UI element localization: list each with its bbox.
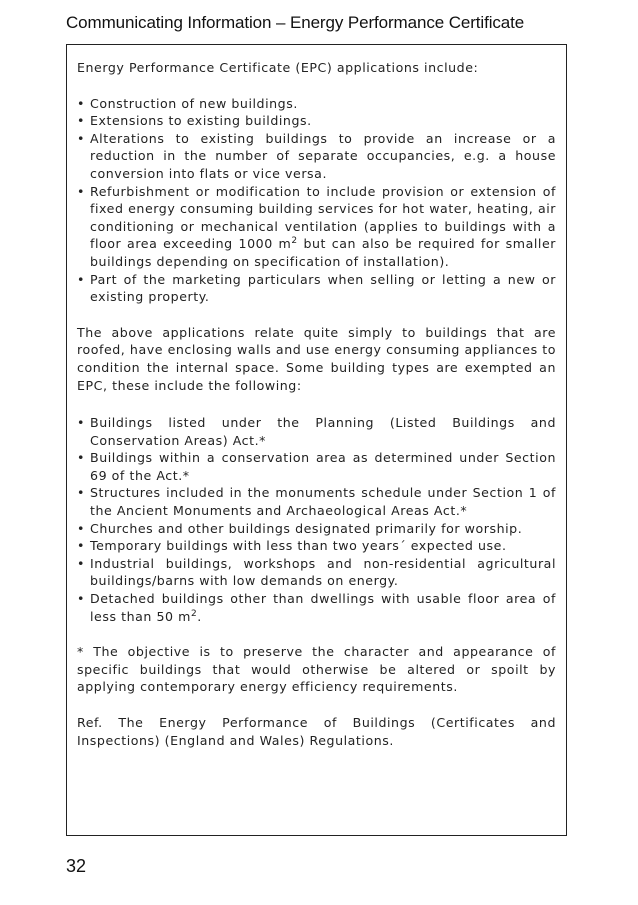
list-item: • Extensions to existing buildings. xyxy=(77,113,312,129)
page-number: 32 xyxy=(66,856,87,876)
intro-text: Energy Performance Certificate (EPC) applications include: xyxy=(77,60,479,75)
applications-list xyxy=(77,95,556,306)
list-item: • Detached buildings other than dwellings with usable floor area of less than 50 $m^2$. xyxy=(77,591,556,624)
bullet-icon: • xyxy=(77,555,85,571)
bullet-icon: • xyxy=(77,113,85,129)
list-item: • Buildings listed under the Planning (Listed Buildings and Conservation Areas) Act.* xyxy=(77,415,556,448)
bullet-icon: • xyxy=(77,538,85,554)
exemptions-list xyxy=(77,414,556,625)
list-item: • Industrial buildings, workshops and non-residential agricultural buildings/barns with low demands on energy. xyxy=(77,555,556,589)
list-item: • Churches and other buildings designated primarily for worship. xyxy=(77,520,523,536)
list-item: • Refurbishment or modification to include provision or extension of fixed energy consuming building services for hot water, heating, air conditioning or mechanical ventilation (applies to buildings with a floor area exceeding 1000 $m^2$ but can also be required for smaller buildings depending on specification of installation). xyxy=(77,183,556,269)
exemption-intro-paragraph: The above applications relate quite simply to buildings that are roofed, have enclosing walls and use energy consuming appliances to condition the internal space. Some building types are exempted an EPC, these include the following: xyxy=(77,324,556,393)
content-body xyxy=(77,59,556,749)
bullet-icon: • xyxy=(77,95,85,111)
bullet-icon: • xyxy=(77,520,85,536)
list-item: • Alterations to existing buildings to provide an increase or a reduction in the number of separate occupancies, e.g. a house conversion into flats or vice versa. xyxy=(77,130,556,181)
list-item: • Part of the marketing particulars when selling or letting a new or existing property. xyxy=(77,271,556,305)
bullet-icon: • xyxy=(77,415,85,431)
list-item: • Structures included in the monuments schedule under Section 1 of the Ancient Monuments and Archaeological Areas Act.* xyxy=(77,485,556,519)
bullet-icon: • xyxy=(77,271,85,287)
bullet-icon: • xyxy=(77,591,85,607)
bullet-icon: • xyxy=(77,130,85,146)
reference-text: Ref. The Energy Performance of Buildings (Certificates and Inspections) (England and Wales) Regulations. xyxy=(77,715,556,748)
list-item: • Buildings within a conservation area as determined under Section 69 of the Act.* xyxy=(77,450,556,483)
list-item: • Temporary buildings with less than two years´ expected use. xyxy=(77,538,507,554)
list-item: • Construction of new buildings. xyxy=(77,95,298,111)
bullet-icon: • xyxy=(77,183,85,199)
content-box xyxy=(66,44,567,836)
bullet-icon: • xyxy=(77,485,85,501)
bullet-icon: • xyxy=(77,450,85,466)
page-header-title: Communicating Information – Energy Performance Certificate xyxy=(66,13,525,32)
footnote-text: * The objective is to preserve the character and appearance of specific buildings that would otherwise be altered or spoilt by applying contemporary energy efficiency requirements. xyxy=(77,644,556,695)
